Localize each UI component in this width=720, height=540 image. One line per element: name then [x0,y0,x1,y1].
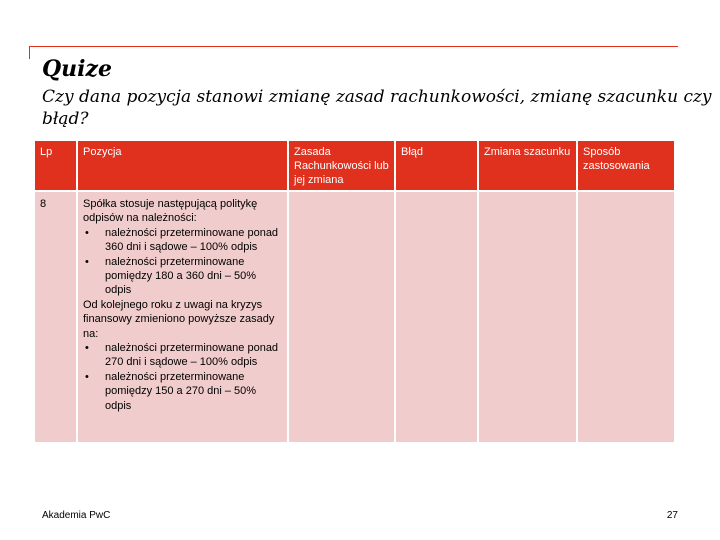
header-blad: Błąd [396,141,477,190]
cell-zasada [289,192,394,442]
bullet-text: należności przeterminowane pomiędzy 150 a 270 dni – 50% odpis [105,370,257,412]
pozycja-middle: Od kolejnego roku z uwagi na kryzys finansowy zmieniono powyższe zasady na: [83,298,275,340]
table-row [35,192,674,442]
header-sposob-zastosowania: Sposób zastosowania [578,141,674,190]
page-number: 27 [666,510,678,521]
cell-sposob-zastosowania [578,192,674,442]
header-lp: Lp [35,141,76,190]
bullet-icon: • [85,255,89,268]
pozycja-bullet [83,370,282,413]
subtitle-line-2: błąd? [42,109,89,129]
header-zmiana-szacunku: Zmiana szacunku [479,141,576,190]
footer-brand: Akademia PwC [42,510,111,521]
top-rule [29,46,678,47]
bullet-icon: • [85,370,89,383]
top-rule-tick [29,46,30,59]
table-header-row [35,141,674,190]
pozycja-bullet [83,226,282,255]
pozycja-bullet [83,255,282,298]
pozycja-intro: Spółka stosuje następującą politykę odpisów na należności: [83,198,258,225]
quiz-table [33,139,676,444]
cell-blad [396,192,477,442]
slide-subtitle [42,86,720,130]
cell-lp: 8 [35,192,76,442]
subtitle-line-1: Czy dana pozycja stanowi zmianę zasad rachunkowości, zmianę szacunku czy [42,87,712,107]
bullet-text: należności przeterminowane pomiędzy 180 a 360 dni – 50% odpis [105,255,257,297]
cell-pozycja [78,192,287,442]
bullet-text: należności przeterminowane ponad 270 dni i sądowe – 100% odpis [105,342,279,369]
bullet-icon: • [85,342,89,355]
pozycja-bullet [83,341,282,370]
bullet-text: należności przeterminowane ponad 360 dni i sądowe – 100% odpis [105,226,279,254]
header-pozycja: Pozycja [78,141,287,190]
slide-title: Quize [42,56,113,82]
header-zasada: Zasada Rachunkowości lub jej zmiana [289,141,394,190]
cell-zmiana-szacunku [479,192,576,442]
bullet-icon: • [85,226,89,239]
